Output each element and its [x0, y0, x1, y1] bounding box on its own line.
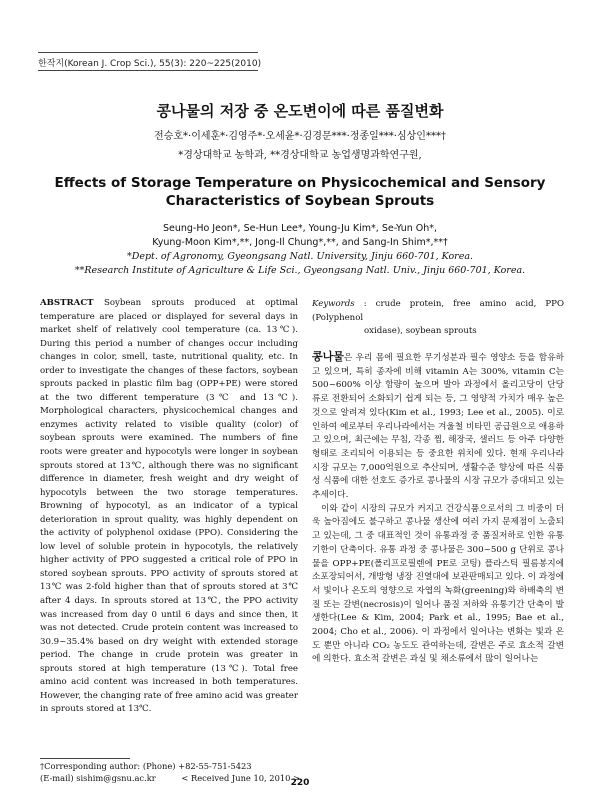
english-affiliation-line2: **Research Institute of Agriculture & Life Sci., Gyeongsang Natl. Univ., Jinju 660-701, Korea.	[74, 265, 526, 276]
abstract-label: ABSTRACT	[40, 298, 94, 308]
footnote-email: (E-mail) sishim@gsnu.ac.kr	[40, 773, 156, 783]
body-paragraph-1-text: 은 우리 몸에 필요한 무기성분과 필수 영양소 등을 함유하고 있으며, 특히 종자에 비해 vitamin A는 300%, vitamin C는 500~600% 이상 함량이 높으며 발아 과정에서 올리고당이 단당류로 전환되어 소화되기 쉽게 되는 등, 그 영양적 가치가 매우 높은 것으로 알려져 있다(Kim et al., 1993; Lee et al., 2005). 이로 인하여 예로부터 우리나라에서는 겨울철 비타민 공급원으로 애용하고 있으며, 최근에는 무침, 각종 찜, 해장국, 샐러드 등 아주 다양한 형태로 조리되어 이용되는 등 중요한 위치에 있다. 현재 우리나라 시장 규모는 7,000억원으로 추산되며, 생활수준 향상에 따른 식품성 식품에 대한 선호도 증가로 콩나물의 시장 규모가 증대되고 있는 추세이다.	[312, 353, 564, 501]
korean-title: 콩나물의 저장 중 온도변이에 따른 품질변화	[156, 102, 444, 120]
abstract-text: Soybean sprouts produced at optimal temperature are placed or displayed for several days in market shelf of relatively cool temperature (ca. 13℃). During this period a number of changes occur including changes in color, smell, taste, nutritional quality, etc. In order to investigate the changes of these factors, soybean sprouts packed in plastic film bag (OPP+PE) were stored at the two different temperature (3℃ and 13℃). Morphological characters, physicochemical changes and enzymes activity related to visible quality (color) of soybean sprouts were examined. The numbers of fine roots were greater and hypocotyls were longer in soybean sprouts stored at 13℃, although there was no significant difference in diameter, fresh weight and dry weight of hypocotyls between the two storage temperatures. Browning of hypocotyl, as an indicator of a typical deterioration in sprout quality, was highly dependent on the activity of polyphenol oxidase (PPO). Considering the low level of soluble protein in hypocotyls, the relatively higher activity of PPO suggested a critical role of PPO in stored soybean sprouts. PPO activity of sprouts stored at 13℃ was 2-fold higher than that of sprouts stored at 3℃ after 4 days. In sprouts stored at 13℃, the PPO activity was increased from day 0 until 6 days and since then, it was not detected. Crude protein content was increased to 30.9~35.4% based on dry weight with extended storage period. The change in crude protein was greater in sprouts stored at high temperature (13℃). Total free amino acid content was increased in both temperatures. However, the changing rate of free amino acid was greater in sprouts stored at 13℃.	[40, 298, 299, 715]
english-authors	[0, 222, 600, 250]
lead-word: 콩나물	[312, 350, 344, 363]
korean-authors: 전승호*·이세훈*·김영주*·오세윤*·김경문***·정종일***·심상인***†	[154, 131, 446, 142]
footnote-rule	[40, 758, 130, 759]
keywords-label: Keywords	[312, 299, 355, 309]
journal-header: 한작지(Korean J. Crop Sci.), 55(3): 220~225(2010)	[38, 59, 262, 69]
english-title-text: Effects of Storage Temperature on Physicochemical and Sensory Characteristics of Soybean Sprouts	[54, 175, 546, 209]
korean-affiliation: *경상대학교 농학과, **경상대학교 농업생명과학연구원,	[178, 150, 422, 161]
keywords-text-2: oxidase), soybean sprouts	[364, 326, 477, 337]
english-affiliation	[0, 250, 600, 278]
korean-body	[312, 350, 564, 667]
english-title	[0, 174, 600, 210]
header-rule-top	[38, 52, 258, 53]
abstract	[40, 297, 298, 717]
page-number: 220	[290, 778, 310, 788]
received-date: < Received June 10, 2010 >	[181, 773, 300, 783]
english-authors-line1: Seung-Ho Jeon*, Se-Hun Lee*, Young-Ju Kim*, Se-Yun Oh*,	[162, 223, 438, 234]
english-authors-line2: Kyung-Moon Kim*,**, Jong-Il Chung*,**, and Sang-In Shim*,**†	[152, 237, 448, 248]
english-affiliation-line1: *Dept. of Agronomy, Gyeongsang Natl. University, Jinju 660-701, Korea.	[126, 251, 474, 262]
header-rule-bottom	[38, 70, 258, 71]
keywords-text-1: : crude protein, free amino acid, PPO (Polyphenol	[312, 299, 564, 323]
keywords	[312, 298, 564, 339]
body-paragraph-1	[312, 350, 564, 503]
body-paragraph-2: 이와 같이 시장의 규모가 커지고 건강식품으로서의 그 비중이 더욱 높아짐에도 불구하고 콩나물 생산에 여러 가지 문제점이 노출되고 있는데, 그 중 대표적인 것이 유통과정 중 품질저하로 인한 유통기한이 단축이다. 유통 과정 중 콩나물은 300~500 g 단위로 콩나물을 OPP+PE(폴리프로필렌에 PE로 코팅) 플라스틱 필름봉지에 소포장되어서, 개방형 냉장 진열대에 보관판매되고 있다. 이 과정에서 빛이나 온도의 영향으로 자엽의 녹화(greening)와 하배축의 변질 또는 갈변(necrosis)이 일어나 품질 저하와 유통기간 단축이 발생한다(Lee & Kim, 2004; Park et al., 1995; Bae et al., 2004; Cho et al., 2006). 이 과정에서 일어나는 변화는 빛과 온도 뿐만 아니라 CO₂ 농도도 관여하는데, 갈변은 주로 효소적 갈변에 의한다. 효소적 갈변은 과실 및 채소류에서 많이 일어나는	[312, 503, 564, 665]
footnote-line1: †Corresponding author: (Phone) +82-55-751-5423	[40, 761, 252, 771]
